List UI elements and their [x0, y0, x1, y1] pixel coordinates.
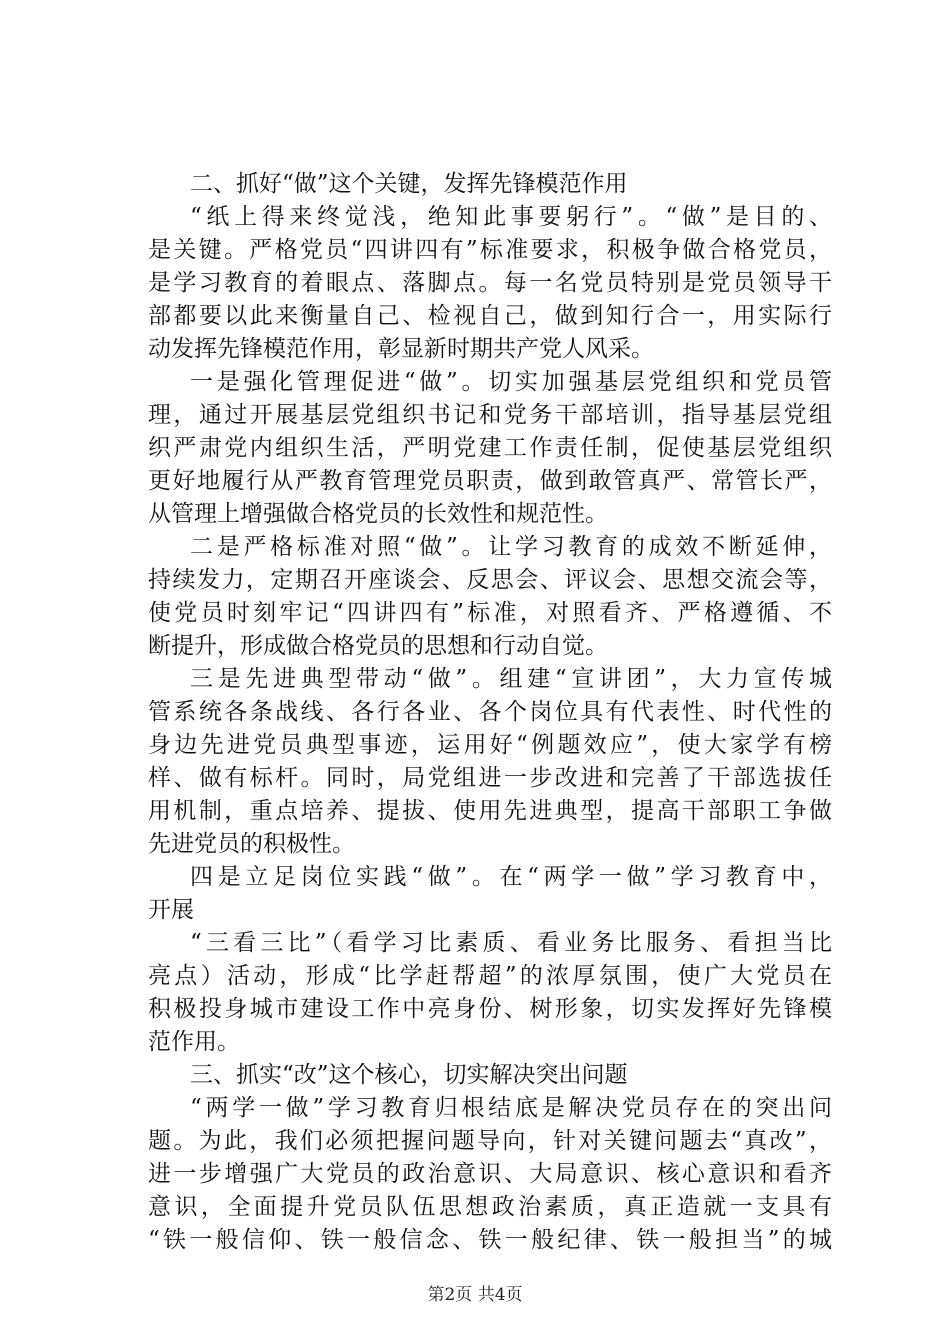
text-line: 使党员时刻牢记“四讲四有”标准，对照看齐、严格遵循、不 — [148, 600, 832, 626]
text-line: 断提升，形成做合格党员的思想和行动自觉。 — [148, 633, 608, 659]
text-line: 部都要以此来衡量自己、检视自己，做到知行合一，用实际行 — [148, 303, 832, 329]
text-line: “纸上得来终觉浅，绝知此事要躬行”。“做”是目的、 — [190, 204, 832, 230]
text-line: 范作用。 — [148, 1029, 240, 1055]
text-line: 二是严格标准对照“做”。让学习教育的成效不断延伸， — [190, 534, 832, 560]
text-line: 先进党员的积极性。 — [148, 831, 355, 857]
text-line: 二、抓好“做”这个关键，发挥先锋模范作用 — [190, 171, 628, 197]
text-line: 意识，全面提升党员队伍思想政治素质，真正造就一支具有 — [148, 1194, 832, 1220]
text-line: 进一步增强广大党员的政治意识、大局意识、核心意识和看齐 — [148, 1161, 832, 1187]
text-line: 管系统各条战线、各行各业、各个岗位具有代表性、时代性的 — [148, 699, 832, 725]
text-line: 身边先进党员典型事迹，运用好“例题效应”，使大家学有榜 — [148, 732, 832, 758]
text-line: 是关键。严格党员“四讲四有”标准要求，积极争做合格党员， — [148, 237, 832, 263]
text-line: 题。为此，我们必须把握问题导向，针对关键问题去“真改”， — [148, 1128, 832, 1154]
text-line: 是学习教育的着眼点、落脚点。每一名党员特别是党员领导干 — [148, 270, 832, 296]
text-line: “三看三比”（看学习比素质、看业务比服务、看担当比 — [190, 930, 832, 956]
text-line: 理，通过开展基层党组织书记和党务干部培训，指导基层党组 — [148, 402, 832, 428]
text-line: 用机制，重点培养、提拔、使用先进典型，提高干部职工争做 — [148, 798, 832, 824]
text-line: 四是立足岗位实践“做”。在“两学一做”学习教育中， — [190, 864, 832, 890]
text-line: 一是强化管理促进“做”。切实加强基层党组织和党员管 — [190, 369, 832, 395]
text-line: 从管理上增强做合格党员的长效性和规范性。 — [148, 501, 608, 527]
text-line: 三、抓实“改”这个核心，切实解决突出问题 — [190, 1062, 628, 1088]
text-line: “铁一般信仰、铁一般信念、铁一般纪律、铁一般担当”的城 — [148, 1227, 832, 1253]
text-line: 持续发力，定期召开座谈会、反思会、评议会、思想交流会等， — [148, 567, 832, 593]
text-line: 样、做有标杆。同时，局党组进一步改进和完善了干部选拔任 — [148, 765, 832, 791]
text-line: 开展 — [148, 897, 194, 923]
text-line: 织严肃党内组织生活，严明党建工作责任制，促使基层党组织 — [148, 435, 832, 461]
text-line: 亮点）活动，形成“比学赶帮超”的浓厚氛围，使广大党员在 — [148, 963, 832, 989]
text-line: 更好地履行从严教育管理党员职责，做到敢管真严、常管长严， — [148, 468, 832, 494]
document-body — [148, 168, 832, 1257]
text-line: 积极投身城市建设工作中亮身份、树形象，切实发挥好先锋模 — [148, 996, 832, 1022]
text-line: 动发挥先锋模范作用，彰显新时期共产党人风采。 — [148, 336, 654, 362]
text-line: “两学一做”学习教育归根结底是解决党员存在的突出问 — [190, 1095, 832, 1121]
page-footer: 第2页 共4页 — [427, 1285, 523, 1305]
text-line: 三是先进典型带动“做”。组建“宣讲团”，大力宣传城 — [190, 666, 832, 692]
